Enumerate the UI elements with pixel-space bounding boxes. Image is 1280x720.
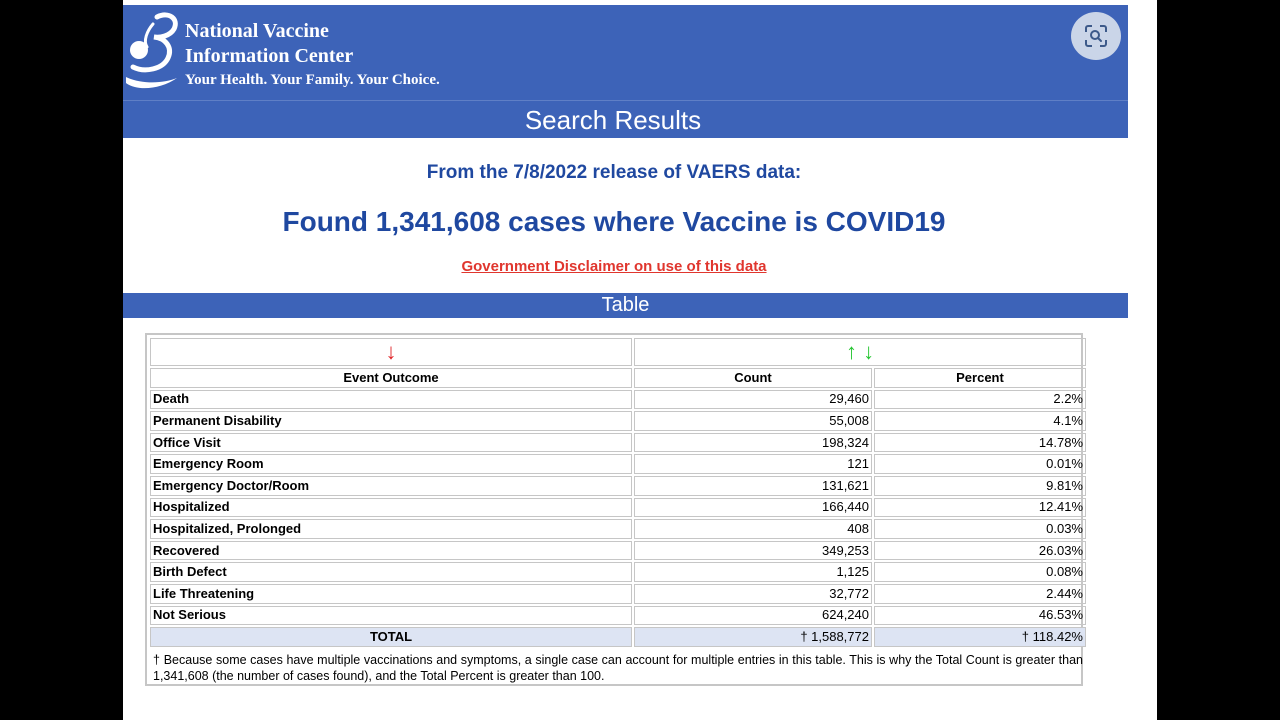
- outcome-cell: Death: [150, 390, 632, 410]
- percent-cell: 12.41%: [874, 498, 1086, 518]
- disclaimer-link[interactable]: Government Disclaimer on use of this data: [461, 258, 767, 275]
- outcome-cell: Birth Defect: [150, 562, 632, 582]
- sort-row: [150, 338, 1086, 366]
- brand-block: [185, 19, 440, 91]
- sort-desc-arrow-icon[interactable]: ↓: [863, 339, 875, 364]
- table-header-row: [150, 368, 1086, 388]
- brand-tagline: Your Health. Your Family. Your Choice.: [185, 72, 440, 88]
- outcome-cell: Permanent Disability: [150, 411, 632, 431]
- table-row: [150, 562, 1086, 582]
- total-label: TOTAL: [150, 627, 632, 647]
- nvic-logo-icon: [123, 11, 181, 91]
- total-count: † 1,588,772: [634, 627, 872, 647]
- sort-cell-count: [634, 338, 1086, 366]
- column-header-percent: Percent: [874, 368, 1086, 388]
- table-row: [150, 498, 1086, 518]
- outcome-cell: Hospitalized: [150, 498, 632, 518]
- visual-search-icon: [1084, 24, 1108, 48]
- count-cell: 624,240: [634, 606, 872, 626]
- footnote-row: [150, 649, 1086, 687]
- count-cell: 408: [634, 519, 872, 539]
- visual-search-button[interactable]: [1071, 12, 1121, 60]
- table-row: [150, 606, 1086, 626]
- table-row: [150, 541, 1086, 561]
- table-row: [150, 584, 1086, 604]
- count-cell: 198,324: [634, 433, 872, 453]
- percent-cell: 9.81%: [874, 476, 1086, 496]
- count-cell: 32,772: [634, 584, 872, 604]
- outcome-cell: Hospitalized, Prolonged: [150, 519, 632, 539]
- percent-cell: 26.03%: [874, 541, 1086, 561]
- outcome-cell: Office Visit: [150, 433, 632, 453]
- column-header-count: Count: [634, 368, 872, 388]
- table-row: [150, 454, 1086, 474]
- outcome-cell: Emergency Doctor/Room: [150, 476, 632, 496]
- sort-cell-outcome: [150, 338, 632, 366]
- count-cell: 1,125: [634, 562, 872, 582]
- column-header-event-outcome: Event Outcome: [150, 368, 632, 388]
- count-cell: 55,008: [634, 411, 872, 431]
- outcome-cell: Emergency Room: [150, 454, 632, 474]
- total-percent: † 118.42%: [874, 627, 1086, 647]
- outcome-cell: Life Threatening: [150, 584, 632, 604]
- percent-cell: 46.53%: [874, 606, 1086, 626]
- brand-name-line2: Information Center: [185, 45, 354, 67]
- table-row: [150, 433, 1086, 453]
- page-title: Search Results: [524, 105, 702, 135]
- percent-cell: 14.78%: [874, 433, 1086, 453]
- table-row: [150, 476, 1086, 496]
- percent-cell: 0.08%: [874, 562, 1086, 582]
- table-section-bar: Table: [123, 293, 1128, 318]
- results-table-container: [145, 333, 1083, 686]
- count-cell: 121: [634, 454, 872, 474]
- count-cell: 29,460: [634, 390, 872, 410]
- total-row: [150, 627, 1086, 647]
- sort-desc-arrow-icon[interactable]: ↓: [385, 339, 397, 364]
- outcome-cell: Not Serious: [150, 606, 632, 626]
- brand-name-line1: National Vaccine: [185, 20, 329, 42]
- table-row: [150, 519, 1086, 539]
- percent-cell: 0.01%: [874, 454, 1086, 474]
- table-footnote: † Because some cases have multiple vaccinations and symptoms, a single case can account for multiple entries in this table. This is why the Total Count is greater than 1,341,608 (the number of cases found), and the Total Percent is greater than 100.: [153, 652, 1083, 683]
- release-info: From the 7/8/2022 release of VAERS data:: [426, 162, 802, 183]
- header-divider: [123, 100, 1128, 101]
- percent-cell: 2.2%: [874, 390, 1086, 410]
- count-cell: 131,621: [634, 476, 872, 496]
- percent-cell: 0.03%: [874, 519, 1086, 539]
- table-row: [150, 390, 1086, 410]
- percent-cell: 2.44%: [874, 584, 1086, 604]
- results-count-heading: Found 1,341,608 cases where Vaccine is COVID19: [282, 206, 946, 237]
- outcome-cell: Recovered: [150, 541, 632, 561]
- sort-asc-arrow-icon[interactable]: ↑: [845, 339, 857, 364]
- results-table: [148, 336, 1088, 689]
- table-row: [150, 411, 1086, 431]
- site-header: [123, 5, 1128, 138]
- page: [123, 0, 1157, 720]
- count-cell: 166,440: [634, 498, 872, 518]
- count-cell: 349,253: [634, 541, 872, 561]
- percent-cell: 4.1%: [874, 411, 1086, 431]
